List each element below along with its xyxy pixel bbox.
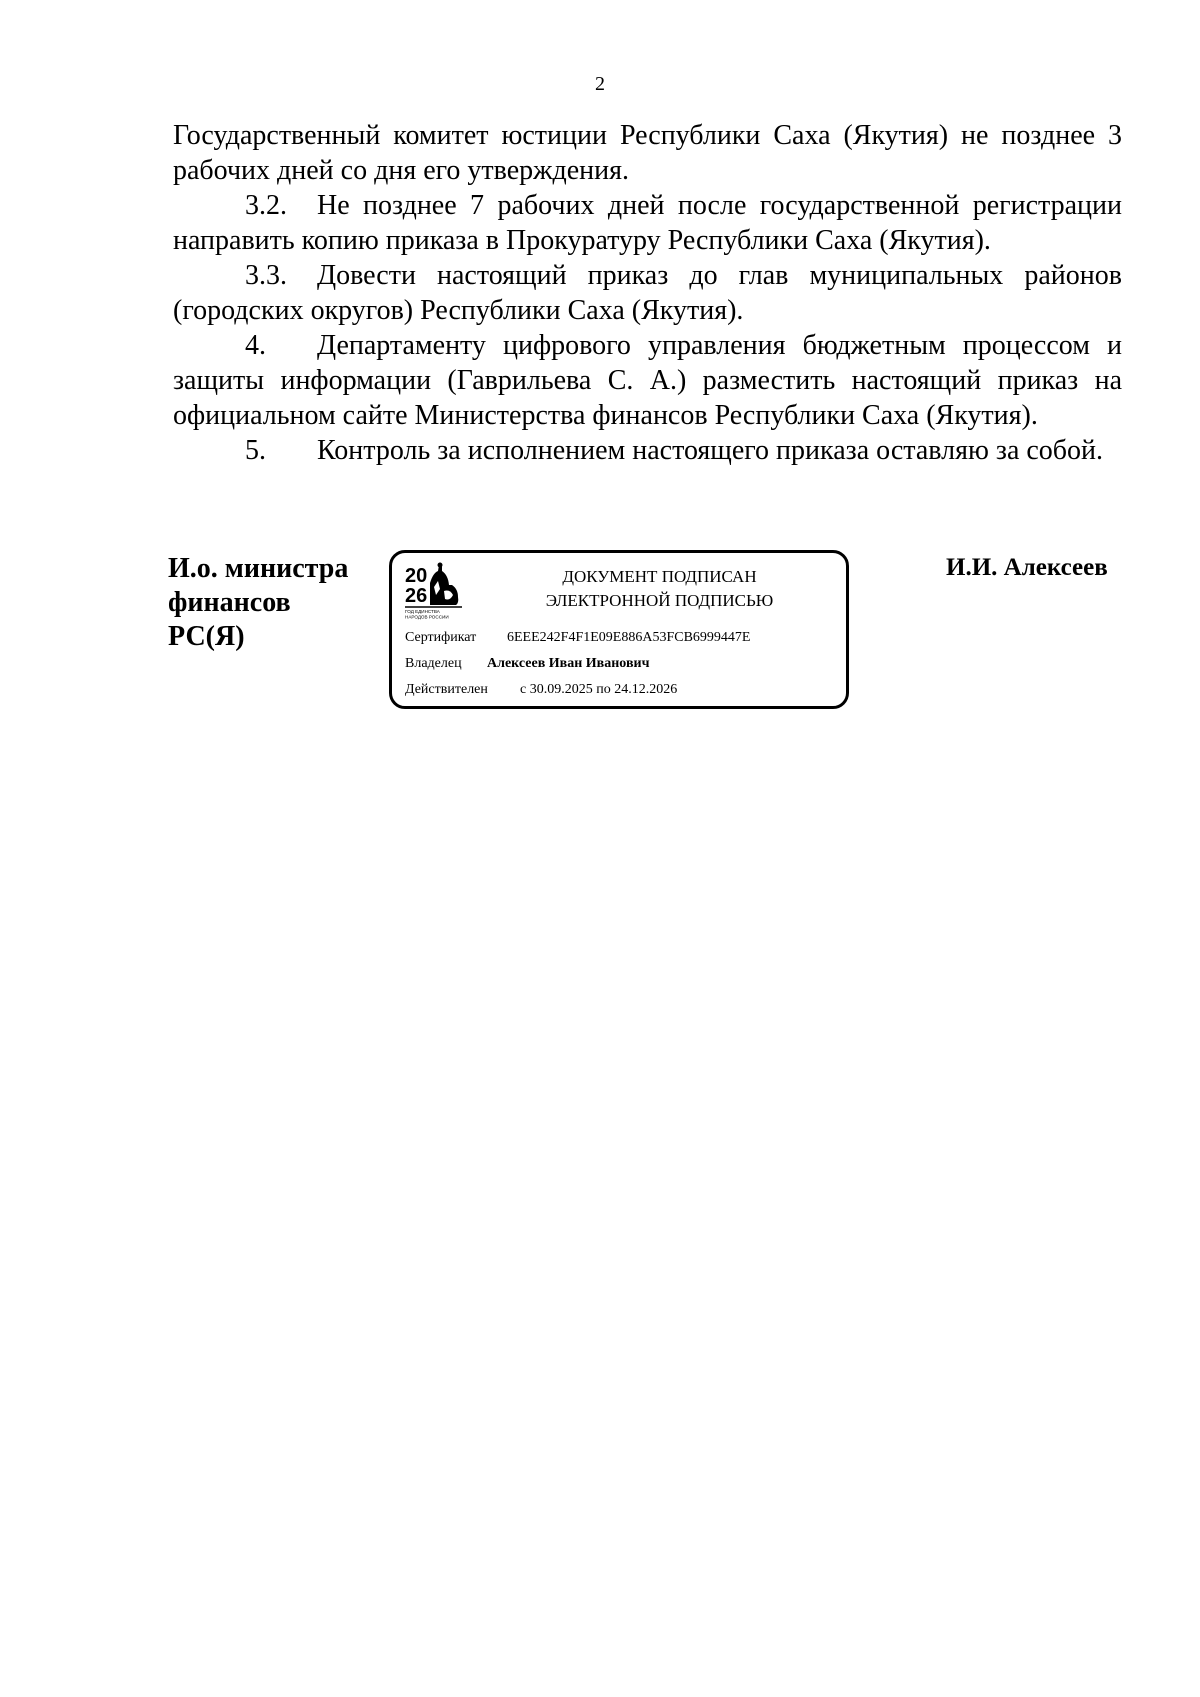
stamp-heading-line: ДОКУМЕНТ ПОДПИСАН xyxy=(562,567,757,586)
stamp-validity-row xyxy=(405,681,677,699)
year-of-unity-logo-icon xyxy=(404,561,464,621)
logo-year-bottom: 26 xyxy=(405,585,428,607)
logo-caption-2: НАРОДОВ РОССИИ xyxy=(405,614,449,620)
logo-year-top: 20 xyxy=(405,565,428,587)
certificate-label: Сертификат xyxy=(405,630,477,645)
paragraph-item-4 xyxy=(173,328,1122,433)
valid-label: Действителен xyxy=(405,682,488,697)
stamp-heading xyxy=(492,565,827,613)
certificate-value: 6EEE242F4F1E09E886A53FCB6999447E xyxy=(507,630,751,645)
item-number: 4. xyxy=(245,330,266,361)
paragraph-item-3-2 xyxy=(173,188,1122,258)
electronic-signature-stamp xyxy=(389,550,849,709)
signatory-title-line: финансов xyxy=(168,587,291,618)
page-number: 2 xyxy=(595,73,605,95)
item-text: Не позднее 7 рабочих дней после государственной регистрации направить копию приказа в Прокуратуру Республики Саха (Якутия). xyxy=(173,190,1122,256)
owner-value: Алексеев Иван Иванович xyxy=(487,656,650,671)
item-number: 3.3. xyxy=(245,260,287,291)
valid-value: с 30.09.2025 по 24.12.2026 xyxy=(520,682,678,697)
signatory-title-line: РС(Я) xyxy=(168,621,245,652)
item-number: 3.2. xyxy=(245,190,287,221)
item-text: Департаменту цифрового управления бюджетным процессом и защиты информации (Гаврильева С. А.) разместить настоящий приказ на официальном сайте Министерства финансов Республики Саха (Якутия). xyxy=(173,330,1122,431)
paragraph-item-5 xyxy=(173,433,1122,468)
item-text: Контроль за исполнением настоящего приказа оставляю за собой. xyxy=(317,435,1104,466)
paragraph-continuation: Государственный комитет юстиции Республики Саха (Якутия) не позднее 3 рабочих дней со дня его утверждения. xyxy=(173,120,1122,186)
stamp-owner-row xyxy=(405,655,649,673)
item-text: Довести настоящий приказ до глав муниципальных районов (городских округов) Республики Саха (Якутия). xyxy=(173,260,1122,326)
signatory-title xyxy=(168,552,388,654)
document-body xyxy=(173,118,1122,468)
logo-caption-1: ГОД ЕДИНСТВА xyxy=(405,609,440,614)
signatory-name: И.И. Алексеев xyxy=(946,554,1108,581)
stamp-heading-line: ЭЛЕКТРОННОЙ ПОДПИСЬЮ xyxy=(545,591,774,610)
signatory-title-line: И.о. министра xyxy=(168,553,349,584)
owner-label: Владелец xyxy=(405,656,462,671)
stamp-certificate-row xyxy=(405,629,750,647)
paragraph-item-3-3 xyxy=(173,258,1122,328)
item-number: 5. xyxy=(245,435,266,466)
